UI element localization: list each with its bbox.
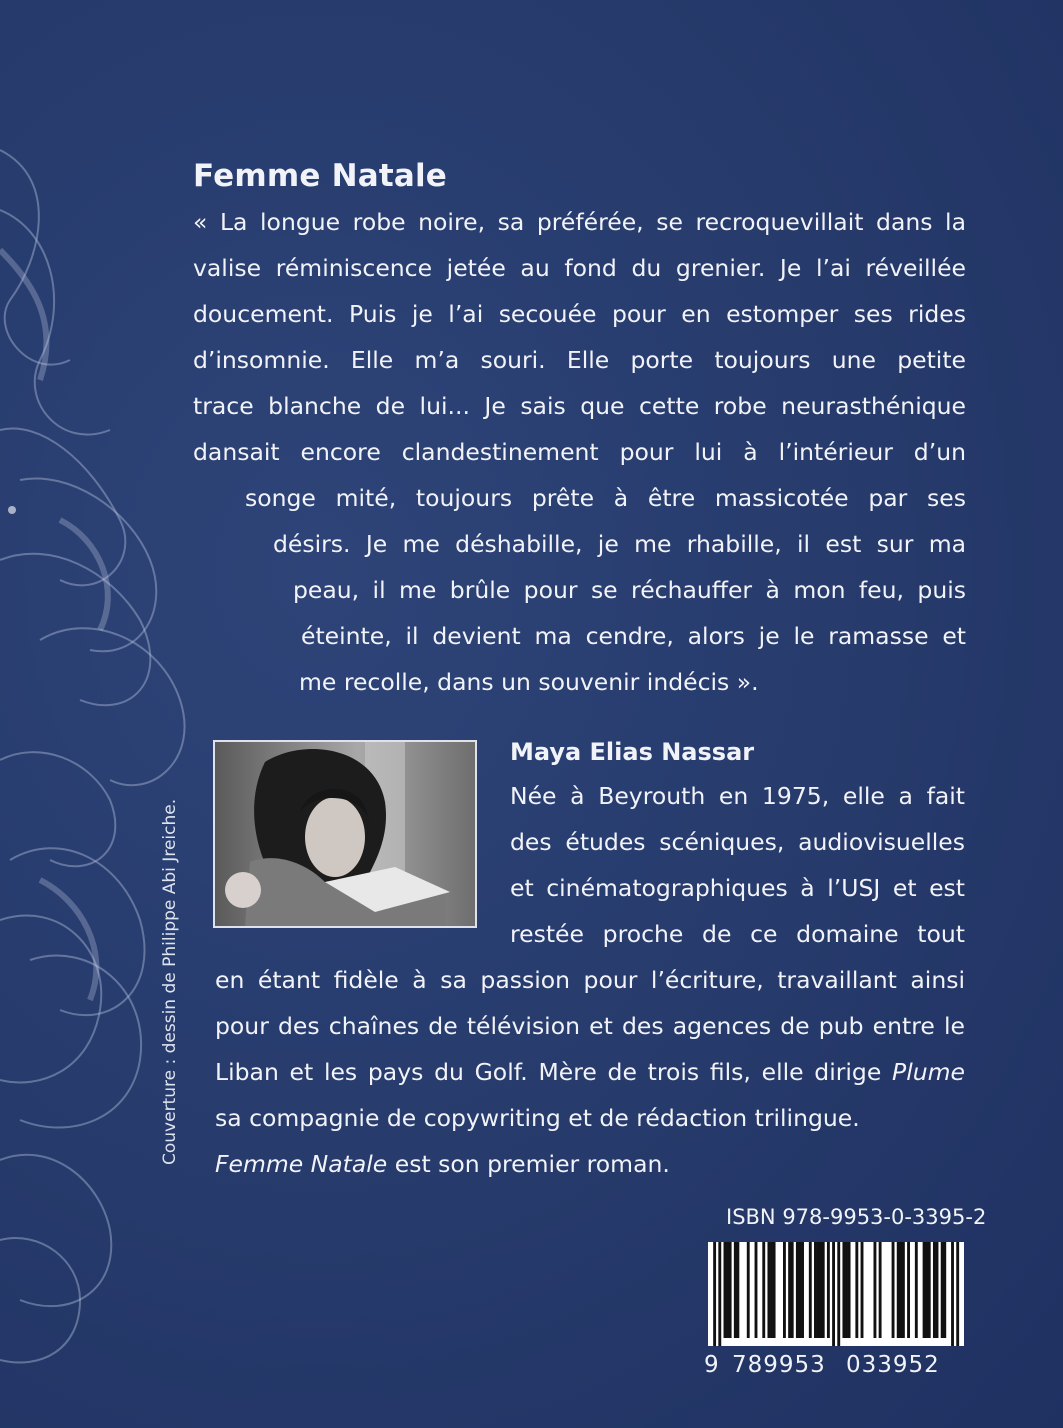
barcode-bar	[941, 1242, 944, 1338]
excerpt-line: me recolle, dans un souvenir indécis ».	[299, 668, 759, 696]
barcode-bar	[907, 1242, 910, 1338]
bio-text: Liban et les pays du Golf. Mère de trois fils, elle dirige	[215, 1058, 882, 1086]
barcode-bar	[788, 1242, 791, 1338]
excerpt-line: valise réminiscence jetée au fond du grenier. Je l’ai réveillée	[193, 254, 966, 282]
excerpt-line: songe mité, toujours prête à être massicotée par ses	[245, 484, 966, 512]
author-name: Maya Elias Nassar	[510, 738, 755, 766]
barcode-bar	[951, 1242, 954, 1346]
bio-line	[215, 1149, 965, 1179]
cover-credit: Couverture : dessin de Philippe Abi Jreiche.	[160, 798, 180, 1165]
barcode-bar	[724, 1242, 727, 1338]
barcode-bar	[817, 1242, 820, 1338]
barcode-bar	[897, 1242, 900, 1338]
barcode-bar	[729, 1242, 732, 1338]
barcode-bar	[892, 1242, 895, 1338]
barcode-bar	[832, 1242, 835, 1346]
barcode-bar	[822, 1242, 825, 1338]
barcode-bar	[873, 1242, 876, 1338]
bio-line: Née à Beyrouth en 1975, elle a fait	[510, 782, 965, 810]
bio-line: pour des chaînes de télévision et des agences de pub entre le	[215, 1012, 965, 1040]
bio-line: des études scéniques, audiovisuelles	[510, 828, 965, 856]
barcode-bar	[801, 1242, 804, 1338]
barcode-bar	[809, 1242, 812, 1338]
barcode-bar	[915, 1242, 918, 1338]
isbn-label: ISBN 978-9953-0-3395-2	[726, 1205, 987, 1229]
barcode-bar	[773, 1242, 776, 1338]
excerpt-line: désirs. Je me déshabille, je me rhabille, il est sur ma	[273, 530, 966, 558]
barcode-bar	[933, 1242, 936, 1338]
bio-line	[215, 1057, 965, 1087]
excerpt-line: dansait encore clandestinement pour lui à l’intérieur d’un	[193, 438, 966, 466]
bio-line: restée proche de ce domaine tout	[510, 920, 965, 948]
barcode-bar	[783, 1242, 786, 1338]
barcode-bar	[814, 1242, 817, 1338]
barcode-bar	[755, 1242, 758, 1338]
barcode-bar	[736, 1242, 739, 1338]
bio-line: sa compagnie de copywriting et de rédaction trilingue.	[215, 1104, 860, 1132]
barcode-bar	[842, 1242, 845, 1338]
novel-title: Femme Natale	[215, 1150, 388, 1178]
barcode-bar	[936, 1242, 939, 1338]
barcode-bar	[923, 1242, 926, 1338]
barcode-bar	[747, 1242, 750, 1338]
barcode-bar	[943, 1242, 946, 1338]
barcode-bar	[718, 1242, 721, 1346]
barcode-bar	[791, 1242, 794, 1338]
barcode	[708, 1242, 964, 1346]
barcode-left-digits: 789953	[732, 1352, 826, 1378]
barcode-bar	[819, 1242, 822, 1338]
excerpt-line: doucement. Puis je l’ai secouée pour en estomper ses rides	[193, 300, 966, 328]
barcode-bar	[902, 1242, 905, 1338]
bio-text: est son premier roman.	[387, 1150, 670, 1178]
barcode-bar	[837, 1242, 840, 1346]
barcode-bar	[899, 1242, 902, 1338]
bio-line: et cinématographiques à l’USJ et est	[510, 874, 965, 902]
barcode-bar	[827, 1242, 830, 1338]
excerpt-line: trace blanche de lui... Je sais que cette robe neurasthénique	[193, 392, 966, 420]
barcode-bars	[708, 1242, 964, 1346]
barcode-bar	[879, 1242, 882, 1338]
barcode-bar	[726, 1242, 729, 1338]
barcode-right-digits: 033952	[846, 1352, 940, 1378]
barcode-bar	[956, 1242, 959, 1346]
book-title: Femme Natale	[193, 158, 448, 194]
bio-line: en étant fidèle à sa passion pour l’écriture, travaillant ainsi	[215, 966, 965, 994]
excerpt-line: peau, il me brûle pour se réchauffer à mon feu, puis	[293, 576, 966, 604]
barcode-bar	[799, 1242, 802, 1338]
barcode-bar	[848, 1242, 851, 1338]
barcode-bar	[713, 1242, 716, 1346]
barcode-bar	[861, 1242, 864, 1338]
excerpt-line: d’insomnie. Elle m’a souri. Elle porte toujours une petite	[193, 346, 966, 374]
excerpt-line: « La longue robe noire, sa préférée, se recroquevillait dans la	[193, 208, 966, 236]
barcode-bar	[925, 1242, 928, 1338]
barcode-bar	[928, 1242, 931, 1338]
barcode-bar	[796, 1242, 799, 1338]
author-photo	[213, 740, 477, 928]
barcode-bar	[734, 1242, 737, 1338]
barcode-bar	[762, 1242, 765, 1338]
excerpt-line: éteinte, il devient ma cendre, alors je le ramasse et	[301, 622, 966, 650]
barcode-bar	[855, 1242, 858, 1338]
barcode-bar	[767, 1242, 770, 1338]
barcode-bar	[845, 1242, 848, 1338]
company-name: Plume	[892, 1058, 965, 1086]
barcode-first-digit: 9	[704, 1352, 720, 1378]
barcode-bar	[770, 1242, 773, 1338]
